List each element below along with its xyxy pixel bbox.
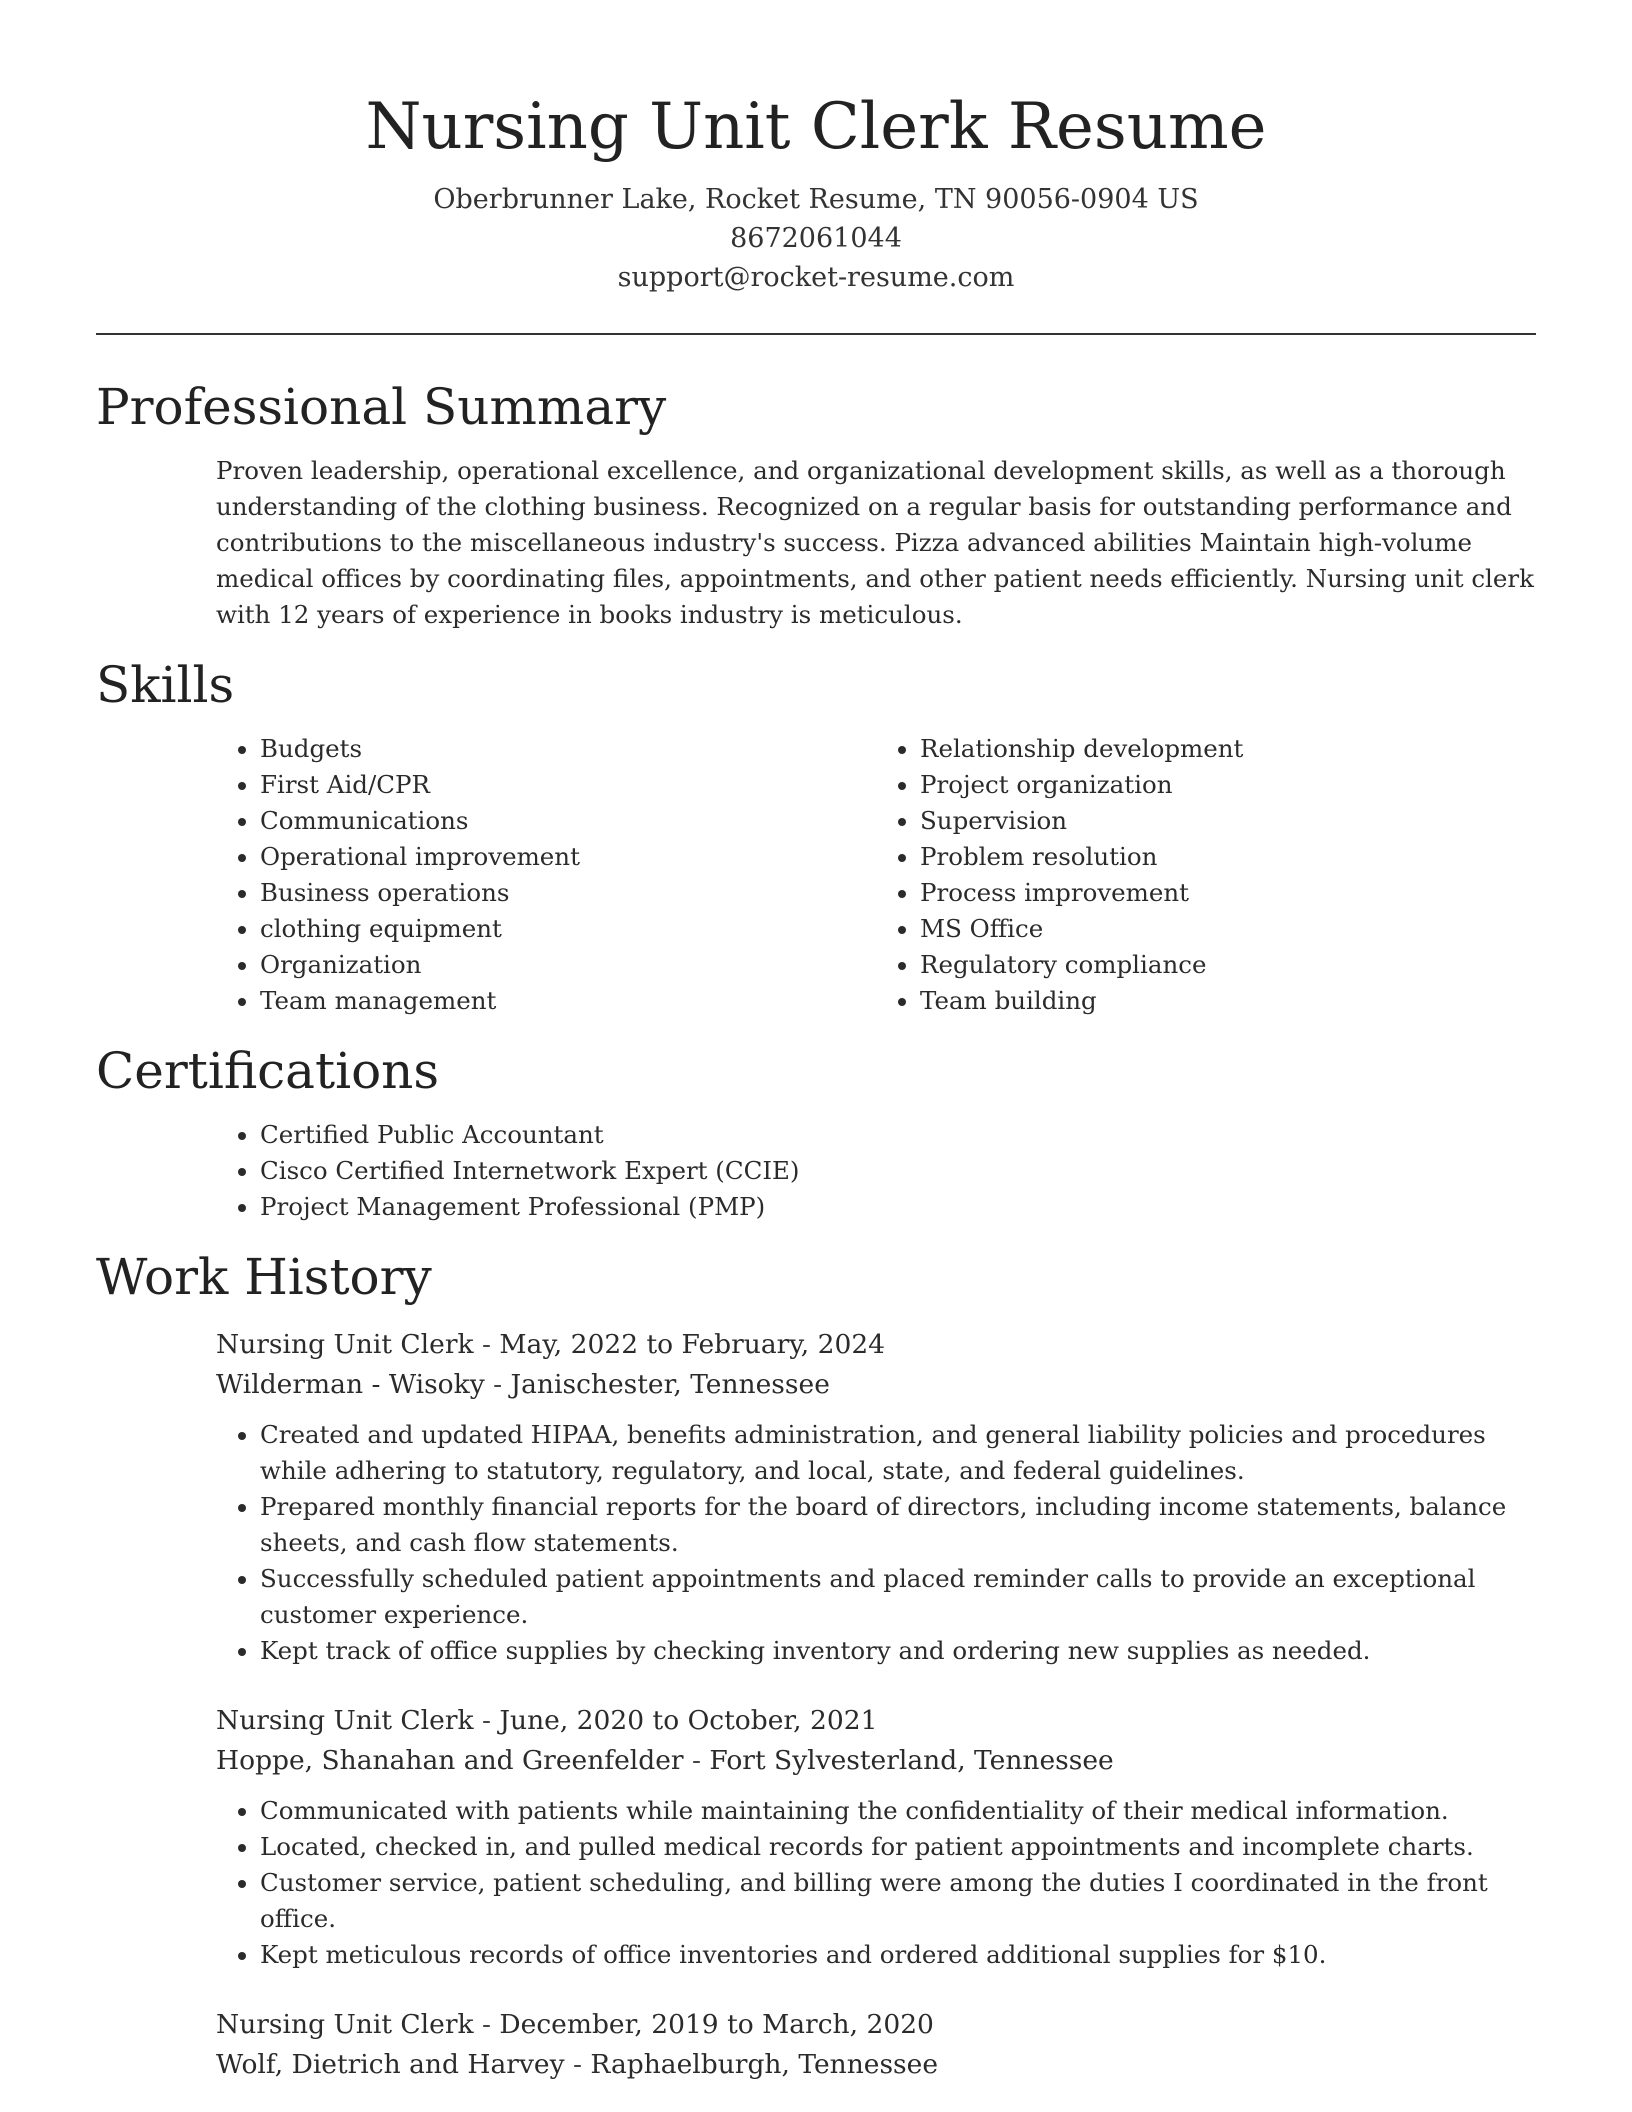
skills-section <box>96 655 1536 1019</box>
job-employer: Wilderman - Wisoky <box>216 1369 485 1400</box>
job-bullet: • Located, checked in, and pulled medical records for patient appointments and incomplete charts. <box>260 1829 1536 1865</box>
job-separator: - <box>692 1745 710 1776</box>
job-bullet: • Communicated with patients while maintaining the confidentiality of their medical information. <box>260 1793 1536 1829</box>
job-role: Nursing Unit Clerk <box>216 1705 474 1736</box>
job-bullet: • Kept meticulous records of office inventories and ordered additional supplies for $10. <box>260 1937 1536 1973</box>
job-dates: December, 2019 to March, 2020 <box>499 2009 934 2040</box>
certification-item: • Cisco Certified Internetwork Expert (CCIE) <box>260 1153 1536 1189</box>
job-separator: - <box>482 1329 500 1360</box>
skills-heading: Skills <box>96 656 235 714</box>
job-separator: - <box>482 1705 500 1736</box>
job-bullets <box>216 1417 1536 1669</box>
job-employer: Wolf, Dietrich and Harvey <box>216 2049 565 2080</box>
job-separator: - <box>482 2009 500 2040</box>
job-entry <box>96 1701 1536 1973</box>
job-bullet: • Prepared monthly financial reports for the board of directors, including income statements, balance sheets, and cash flow statements. <box>260 1489 1536 1561</box>
job-employer-line <box>216 1741 1536 1781</box>
certifications-list <box>216 1117 1536 1225</box>
job-employer: Hoppe, Shanahan and Greenfelder <box>216 1745 684 1776</box>
job-entry <box>96 2005 1536 2085</box>
skills-list-right <box>876 731 1536 1019</box>
job-bullet: • Customer service, patient scheduling, and billing were among the duties I coordinated in the front office. <box>260 1865 1536 1937</box>
certification-item: • Project Management Professional (PMP) <box>260 1189 1536 1225</box>
skill-item: • Communications <box>260 803 876 839</box>
resume-page <box>96 0 1536 2085</box>
job-separator: - <box>573 2049 591 2080</box>
contact-email: support@rocket-resume.com <box>617 262 1015 293</box>
skill-item: • Problem resolution <box>920 839 1536 875</box>
skill-item: • Budgets <box>260 731 876 767</box>
header-divider <box>96 333 1536 335</box>
summary-section <box>96 377 1536 633</box>
work-history-section <box>96 1247 1536 2085</box>
skill-item: • Team management <box>260 983 876 1019</box>
work-history-heading: Work History <box>96 1248 432 1306</box>
job-bullet: • Created and updated HIPAA, benefits administration, and general liability policies and procedures while adhering to statutory, regulatory, and local, state, and federal guidelines. <box>260 1417 1536 1489</box>
job-dates: May, 2022 to February, 2024 <box>499 1329 886 1360</box>
skill-item: • clothing equipment <box>260 911 876 947</box>
job-bullets <box>216 1793 1536 1973</box>
skill-item: • Team building <box>920 983 1536 1019</box>
skill-item: • Business operations <box>260 875 876 911</box>
job-entry <box>96 1325 1536 1669</box>
skill-item: • Regulatory compliance <box>920 947 1536 983</box>
skill-item: • Process improvement <box>920 875 1536 911</box>
job-title-line <box>216 1701 1536 1741</box>
skill-item: • First Aid/CPR <box>260 767 876 803</box>
job-title-line <box>216 1325 1536 1365</box>
job-location: Raphaelburgh, Tennessee <box>590 2049 939 2080</box>
job-separator: - <box>493 1369 511 1400</box>
certification-item: • Certified Public Accountant <box>260 1117 1536 1153</box>
summary-paragraph: Proven leadership, operational excellence, and organizational development skills, as well as a thorough understanding of the clothing business. Recognized on a regular basis for outstanding performance and contributions to the miscellaneous industry's success. Pizza advanced abilities Maintain high-volume medical offices by coordinating files, appointments, and other patient needs efficiently. Nursing unit clerk with 12 years of experience in books industry is meticulous. <box>216 456 1534 629</box>
job-role: Nursing Unit Clerk <box>216 1329 474 1360</box>
skill-item: • Organization <box>260 947 876 983</box>
skills-list-left <box>216 731 876 1019</box>
resume-title: Nursing Unit Clerk Resume <box>365 90 1267 164</box>
job-location: Janischester, Tennessee <box>510 1369 830 1400</box>
contact-phone: 8672061044 <box>730 223 902 254</box>
job-location: Fort Sylvesterland, Tennessee <box>709 1745 1114 1776</box>
job-employer-line <box>216 2045 1536 2085</box>
job-title-line <box>216 2005 1536 2045</box>
certifications-heading: Certifications <box>96 1042 440 1100</box>
contact-block <box>96 180 1536 297</box>
resume-header <box>96 0 1536 297</box>
certifications-section <box>96 1041 1536 1225</box>
skill-item: • Relationship development <box>920 731 1536 767</box>
job-employer-line <box>216 1365 1536 1405</box>
contact-address: Oberbrunner Lake, Rocket Resume, TN 90056-0904 US <box>433 184 1199 215</box>
skill-item: • Supervision <box>920 803 1536 839</box>
summary-heading: Professional Summary <box>96 378 667 436</box>
skill-item: • MS Office <box>920 911 1536 947</box>
job-role: Nursing Unit Clerk <box>216 2009 474 2040</box>
skill-item: • Project organization <box>920 767 1536 803</box>
job-bullet: • Successfully scheduled patient appointments and placed reminder calls to provide an exceptional customer experience. <box>260 1561 1536 1633</box>
skill-item: • Operational improvement <box>260 839 876 875</box>
job-dates: June, 2020 to October, 2021 <box>499 1705 878 1736</box>
job-bullet: • Kept track of office supplies by checking inventory and ordering new supplies as needed. <box>260 1633 1536 1669</box>
